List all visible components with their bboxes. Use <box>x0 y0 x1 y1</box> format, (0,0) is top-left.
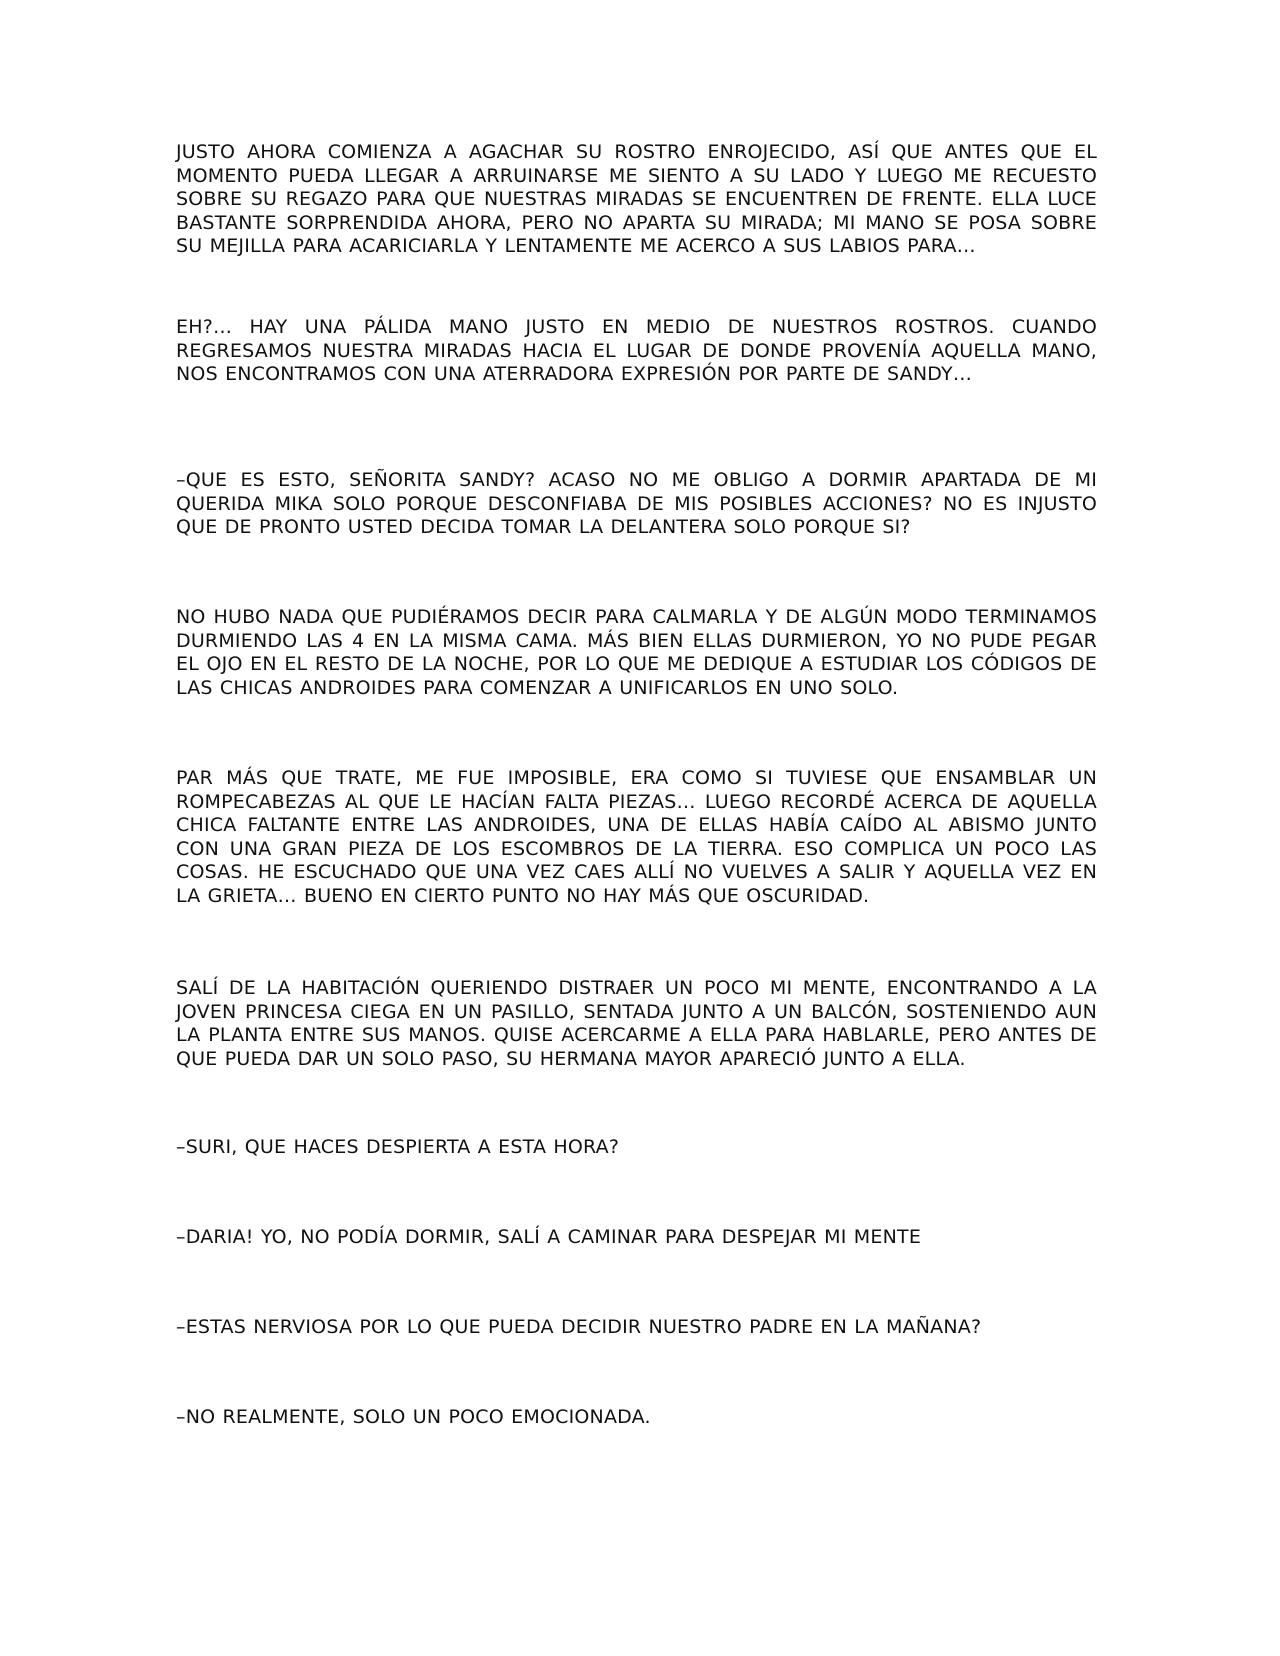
paragraph-missing-android: PAR MÁS QUE TRATE, ME FUE IMPOSIBLE, ERA COMO SI TUVIESE QUE ENSAMBLAR UN ROMPECABEZAS AL QUE LE HACÍAN FALTA PIEZAS… LUEGO RECORDÉ ACERCA DE AQUELLA CHICA FALTANTE ENTRE LAS ANDROIDES, UNA DE ELLAS HABÍA CAÍDO AL ABISMO JUNTO CON UNA GRAN PIEZA DE LOS ESCOMBROS DE LA TIERRA. ESO COMPLICA UN POCO LAS COSAS. HE ESCUCHADO QUE UNA VEZ CAES ALLÍ NO VUELVES A SALIR Y AQUELLA VEZ EN LA GRIETA… BUENO EN CIERTO PUNTO NO HAY MÁS QUE OSCURIDAD. <box>176 767 1097 907</box>
dialogue-line-nervous: –ESTAS NERVIOSA POR LO QUE PUEDA DECIDIR NUESTRO PADRE EN LA MAÑANA? <box>176 1316 982 1338</box>
paragraph-kiss-attempt: JUSTO AHORA COMIENZA A AGACHAR SU ROSTRO ENROJECIDO, ASÍ QUE ANTES QUE EL MOMENTO PUEDA LLEGAR A ARRUINARSE ME SIENTO A SU LADO Y LUEGO ME RECUESTO SOBRE SU REGAZO PARA QUE NUESTRAS MIRADAS SE ENCUENTREN DE FRENTE. ELLA LUCE BASTANTE SORPRENDIDA AHORA, PERO NO APARTA SU MIRADA; MI MANO SE POSA SOBRE SU MEJILLA PARA ACARICIARLA Y LENTAMENTE ME ACERCO A SUS LABIOS PARA… <box>176 141 1097 258</box>
paragraph-blind-princess: SALÍ DE LA HABITACIÓN QUERIENDO DISTRAER UN POCO MI MENTE, ENCONTRANDO A LA JOVEN PRINCESA CIEGA EN UN PASILLO, SENTADA JUNTO A UN BALCÓN, SOSTENIENDO AUN LA PLANTA ENTRE SUS MANOS. QUISE ACERCARME A ELLA PARA HABLARLE, PERO ANTES DE QUE PUEDA DAR UN SOLO PASO, SU HERMANA MAYOR APARECIÓ JUNTO A ELLA. <box>176 977 1097 1070</box>
dialogue-line-excited: –NO REALMENTE, SOLO UN POCO EMOCIONADA. <box>176 1406 651 1428</box>
paragraph-pale-hand: EH?… HAY UNA PÁLIDA MANO JUSTO EN MEDIO DE NUESTROS ROSTROS. CUANDO REGRESAMOS NUESTRA MIRADAS HACIA EL LUGAR DE DONDE PROVENÍA AQUELLA MANO, NOS ENCONTRAMOS CON UNA ATERRADORA EXPRESIÓN POR PARTE DE SANDY… <box>176 316 1097 386</box>
paragraph-sleeping-together: NO HUBO NADA QUE PUDIÉRAMOS DECIR PARA CALMARLA Y DE ALGÚN MODO TERMINAMOS DURMIENDO LAS 4 EN LA MISMA CAMA. MÁS BIEN ELLAS DURMIERON, YO NO PUDE PEGAR EL OJO EN EL RESTO DE LA NOCHE, POR LO QUE ME DEDIQUE A ESTUDIAR LOS CÓDIGOS DE LAS CHICAS ANDROIDES PARA COMENZAR A UNIFICARLOS EN UNO SOLO. <box>176 606 1097 699</box>
paragraph-sandy-dialogue: –QUE ES ESTO, SEÑORITA SANDY? ACASO NO ME OBLIGO A DORMIR APARTADA DE MI QUERIDA MIKA SOLO PORQUE DESCONFIABA DE MIS POSIBLES ACCIONES? NO ES INJUSTO QUE DE PRONTO USTED DECIDA TOMAR LA DELANTERA SOLO PORQUE SI? <box>176 469 1097 539</box>
dialogue-line-daria: –SURI, QUE HACES DESPIERTA A ESTA HORA? <box>176 1136 620 1158</box>
dialogue-line-suri: –DARIA! YO, NO PODÍA DORMIR, SALÍ A CAMINAR PARA DESPEJAR MI MENTE <box>176 1226 922 1248</box>
